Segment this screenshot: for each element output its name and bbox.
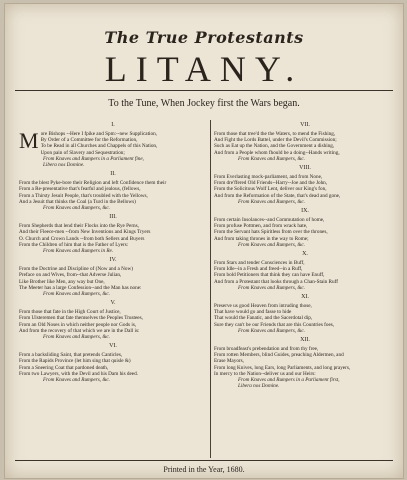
bottom-rule [15, 460, 393, 461]
refrain-line: From Knaves and Rumpers, &c. [238, 198, 305, 205]
broadside-sheet [4, 3, 404, 479]
refrain-line: From Knaves and Rumpers, &c. [238, 241, 305, 248]
verse-line: From long Knives, long Ears, long Parliaments, and long prayers, [214, 364, 351, 371]
verse-line: And from taking thrones in the way to Rome; [214, 235, 309, 242]
stanza [19, 214, 207, 254]
stanza [19, 171, 207, 211]
stanza-number: XII. [300, 337, 310, 344]
stanza [214, 165, 396, 205]
drop-cap: M [19, 128, 39, 153]
stanza [19, 257, 207, 297]
verse-line: From rotten Members, blind Guides, preaching Aldermen, and [214, 352, 344, 359]
verse-line: From those that tree'd the the Waters, to mend the Fishing, [214, 131, 336, 137]
verse-line: From those that fate in the High Court of Justice, [19, 309, 121, 316]
verse-line: From profuse Pottmen, and from wrack hate, [214, 223, 308, 230]
verse-line: Like Brother like Men, any way but One, [19, 278, 105, 285]
stanza-number: V. [110, 300, 116, 307]
top-rule [15, 90, 393, 91]
verse-line: From a Re-presentative that's fearful and jealous, (fellows, [19, 186, 141, 193]
verse-line: From dre'ffered Old Friends--Harry--Joe and the John, [214, 180, 328, 187]
verse-line: From a Sneering Coat that pardoned death, [19, 364, 109, 371]
verse-line: From two Lawyers, with the Devil and his Dam his deed. [19, 370, 139, 377]
verse-line: From the Doctrine and Discipline of (Now and a Now) [19, 266, 133, 273]
verse-line: And from the recovery of that which we are in the Dall is: [19, 327, 140, 334]
verse-line: O. Church and Crown Lands --from both Sellers and Buyers [19, 235, 145, 242]
stanza-number: X. [302, 251, 308, 258]
stanza [214, 208, 396, 248]
title-line-2: LITANY. [104, 49, 304, 89]
verse-line: From certain Insolances--and Commutation of home, [214, 217, 325, 224]
stanza-number: III. [109, 214, 117, 221]
verse-line: That would the Fanatic, and the Sacerdotal dip, [214, 315, 313, 322]
stanza-number: II. [110, 171, 116, 178]
verse-line: From a backsliding Saint, that pretends Canticles, [19, 352, 123, 359]
verse-line: And their Fleece-men --from New Inventions and Kings Tryers [19, 229, 151, 236]
refrain-line: From Knaves and Rumpers in a Parliament first, [238, 377, 340, 384]
verse-line: And Fight the Lords Battel, under the Devil's Commission; [214, 137, 337, 144]
verse-line: From the Children of him that is the Father of Lyers: [19, 241, 129, 248]
stanza-number: VIII. [299, 165, 311, 172]
verse-line: Preserve us good Heaven from intruding those, [214, 303, 312, 310]
refrain-line: From Knaves and Rumpers, &c. [43, 334, 110, 341]
verse-line: In mercy to the Nation--deliver us and our Heirs: [214, 370, 316, 377]
verse-line: From Stars and tender Consciences in Buff, [214, 260, 305, 267]
stanza [19, 300, 207, 340]
verse-line: That have would go and fasse to hide [214, 309, 292, 316]
verse-line: Preface on and Wives, from--that Adverse Julian, [19, 272, 122, 279]
verse-line: And from a People whom fhould be a doing--Hands writing, [214, 149, 340, 156]
imprint-line: Printed in the Year, 1680. [163, 465, 245, 474]
verse-line: Upon pain of Slavery and Sequestration; [40, 149, 125, 156]
verse-line: Such as Eat up the Nation, and the Government a dishing, [214, 143, 335, 150]
column-divider [210, 120, 211, 458]
verse-line: From the Servant hats Spiritless from over the thrones, [214, 229, 328, 236]
refrain-line: From Knaves and Rumpers, &c. [238, 155, 305, 162]
stanza-number: VI. [109, 343, 117, 350]
refrain-line: From Knaves and Rumpers in a Parliament fine, [43, 155, 144, 162]
refrain-line: From Knaves and Rumpers, &c. [43, 291, 110, 298]
verse-line: From the Solicitous Wolf Lent, deliver our King's fon, [214, 186, 327, 193]
verse-line: And from a Protestant that looks through a Chan-Stain Ruff [214, 278, 338, 285]
refrain-line: From Knaves and Rumpers, &c. [43, 377, 110, 384]
right-column [214, 122, 396, 393]
stanza [214, 251, 396, 291]
verse-line: From the Rapids Province (let him sing that quisle &) [19, 358, 131, 365]
stanza [214, 294, 396, 334]
verse-line: From Shepherds that lend their Flocks into the Rye Perns, [19, 223, 139, 230]
refrain-line: From Knaves and Rumpers in Re. [43, 248, 114, 255]
stanza [19, 343, 207, 383]
verse-line: From Idle--in a Fresh and freed--in a Ruff, [214, 266, 303, 273]
refrain-line: From Knaves and Rumpers, &c. [238, 327, 305, 334]
tune-line: To the Tune, When Jockey first the Wars began. [108, 98, 300, 109]
stanza-number: VII. [300, 122, 310, 128]
refrain-line: From Knaves and Rumpers, &c. [238, 284, 305, 291]
verse-line: From bold Petitioners that think they can have Enuff, [214, 272, 325, 279]
refrain-line: From Knaves and Rumpers, &c. [43, 205, 110, 212]
stanza-number: I. [111, 122, 115, 128]
stanza [19, 122, 207, 168]
verse-line: Sure they can't be our Friends that are this Countries foes, [214, 321, 335, 328]
verse-line: From the blest Pyke-bore their Religion and left Confidence them their [19, 180, 167, 187]
verse-line: By Order of a Committee for the Reformation, [40, 137, 138, 144]
verse-line: To be Read in all Churches and Chappels of this Nation, [40, 143, 158, 150]
verse-line: From an Old Noses in which neither people nor Gods is, [19, 321, 137, 328]
refrain-line: Libera nos Domine. [43, 162, 85, 169]
verse-line: And from the Reformation of the State, that's dead and gone, [214, 192, 341, 199]
verse-line: From a Thirsty Jesuit People, that's troubled with the Yellows, [19, 192, 148, 199]
stanza [214, 337, 396, 389]
title-line-1: The True Protestants [104, 28, 304, 47]
verse-line: Erase Mayors, [214, 358, 244, 365]
verse-line: And a Jesuit that thinks the Coal (a Turd in the Bellows) [19, 198, 136, 205]
verse-line: From Ulsteremen that fate themselves the Peoples Trustees, [19, 315, 143, 322]
refrain-line: Libera nos Domine. [238, 383, 280, 390]
stanza [214, 122, 396, 162]
stanza-number: IX. [301, 208, 309, 215]
verse-line: The Meeter has a large Confession--and the Man has none: [19, 284, 142, 291]
verse-line: From broadfeast's prebendation and from thy free, [214, 346, 319, 353]
stanza-number: XI. [301, 294, 309, 301]
left-column [19, 122, 207, 386]
verse-line: ore Bishops --Here I fpike and Spm:--new Supplication, [40, 131, 157, 137]
stanza-number: IV. [109, 257, 117, 264]
verse-line: From Everlasting mock-parliament, and from None, [214, 174, 323, 181]
